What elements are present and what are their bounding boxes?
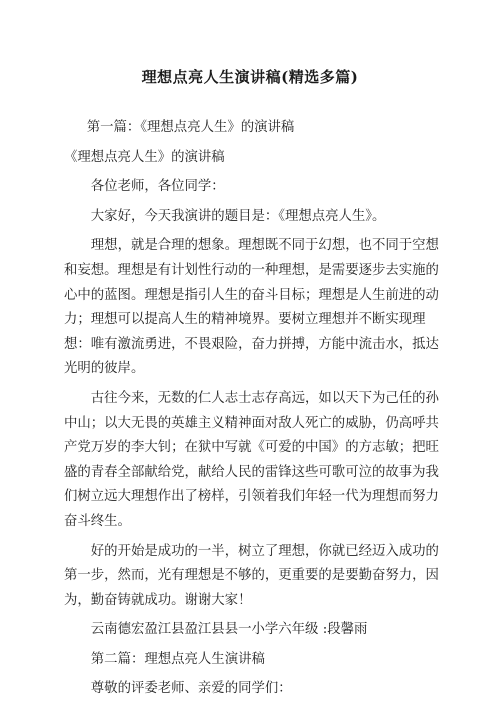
salutation: 各位老师，各位同学： bbox=[90, 179, 225, 195]
speech-opening: 大家好，今天我演讲的题目是：《理想点亮人生》。 bbox=[90, 208, 386, 224]
section-heading-2: 第二篇：理想点亮人生演讲稿 bbox=[90, 651, 265, 667]
paragraph-conclusion: 好的开始是成功的一半，树立了理想，你就已经迈入成功的第一步，然而，光有理想是不够的，更重要的是要勤奋努力，因为，勤奋铸就成功。谢谢大家！ bbox=[64, 543, 439, 608]
paragraph-historical-examples: 古往今来，无数的仁人志士志存高远，如以天下为己任的孙中山；以大无畏的英雄主义精神面对敌人死亡的威胁，仍高呼共产党万岁的李大钊；在狱中写就《可爱的中国》的方志敏；把旺盛的青春全部献给党，献给人民的雷锋这些可歌可泣的故事为我们树立远大理想作出了榜样，引领着我们年轻一代为理想而努力奋斗终生。 bbox=[64, 390, 439, 529]
section-heading-1: 第一篇：《理想点亮人生》的演讲稿 bbox=[86, 120, 295, 135]
author-line: 云南德宏盈江县盈江县县一小学六年级 :段馨雨 bbox=[90, 622, 368, 638]
salutation-2: 尊敬的评委老师、亲爱的同学们： bbox=[90, 681, 292, 697]
document-title: 理想点亮人生演讲稿(精选多篇) bbox=[141, 68, 359, 86]
document-body bbox=[64, 116, 440, 702]
speech-title-line: 《理想点亮人生》的演讲稿 bbox=[64, 149, 225, 165]
paragraph-ideal-definition: 理想，就是合理的想象。理想既不同于幻想，也不同于空想和妄想。理想是有计划性行动的一种理想，是需要逐步去实施的心中的蓝图。理想是指引人生的奋斗目标；理想是人生前进的动力；理想可以提高人生的精神境界。要树立理想并不断实现理想：唯有激流勇进，不畏艰险，奋力拼搏，方能中流击水，抵达光明的彼岸。 bbox=[64, 238, 439, 377]
